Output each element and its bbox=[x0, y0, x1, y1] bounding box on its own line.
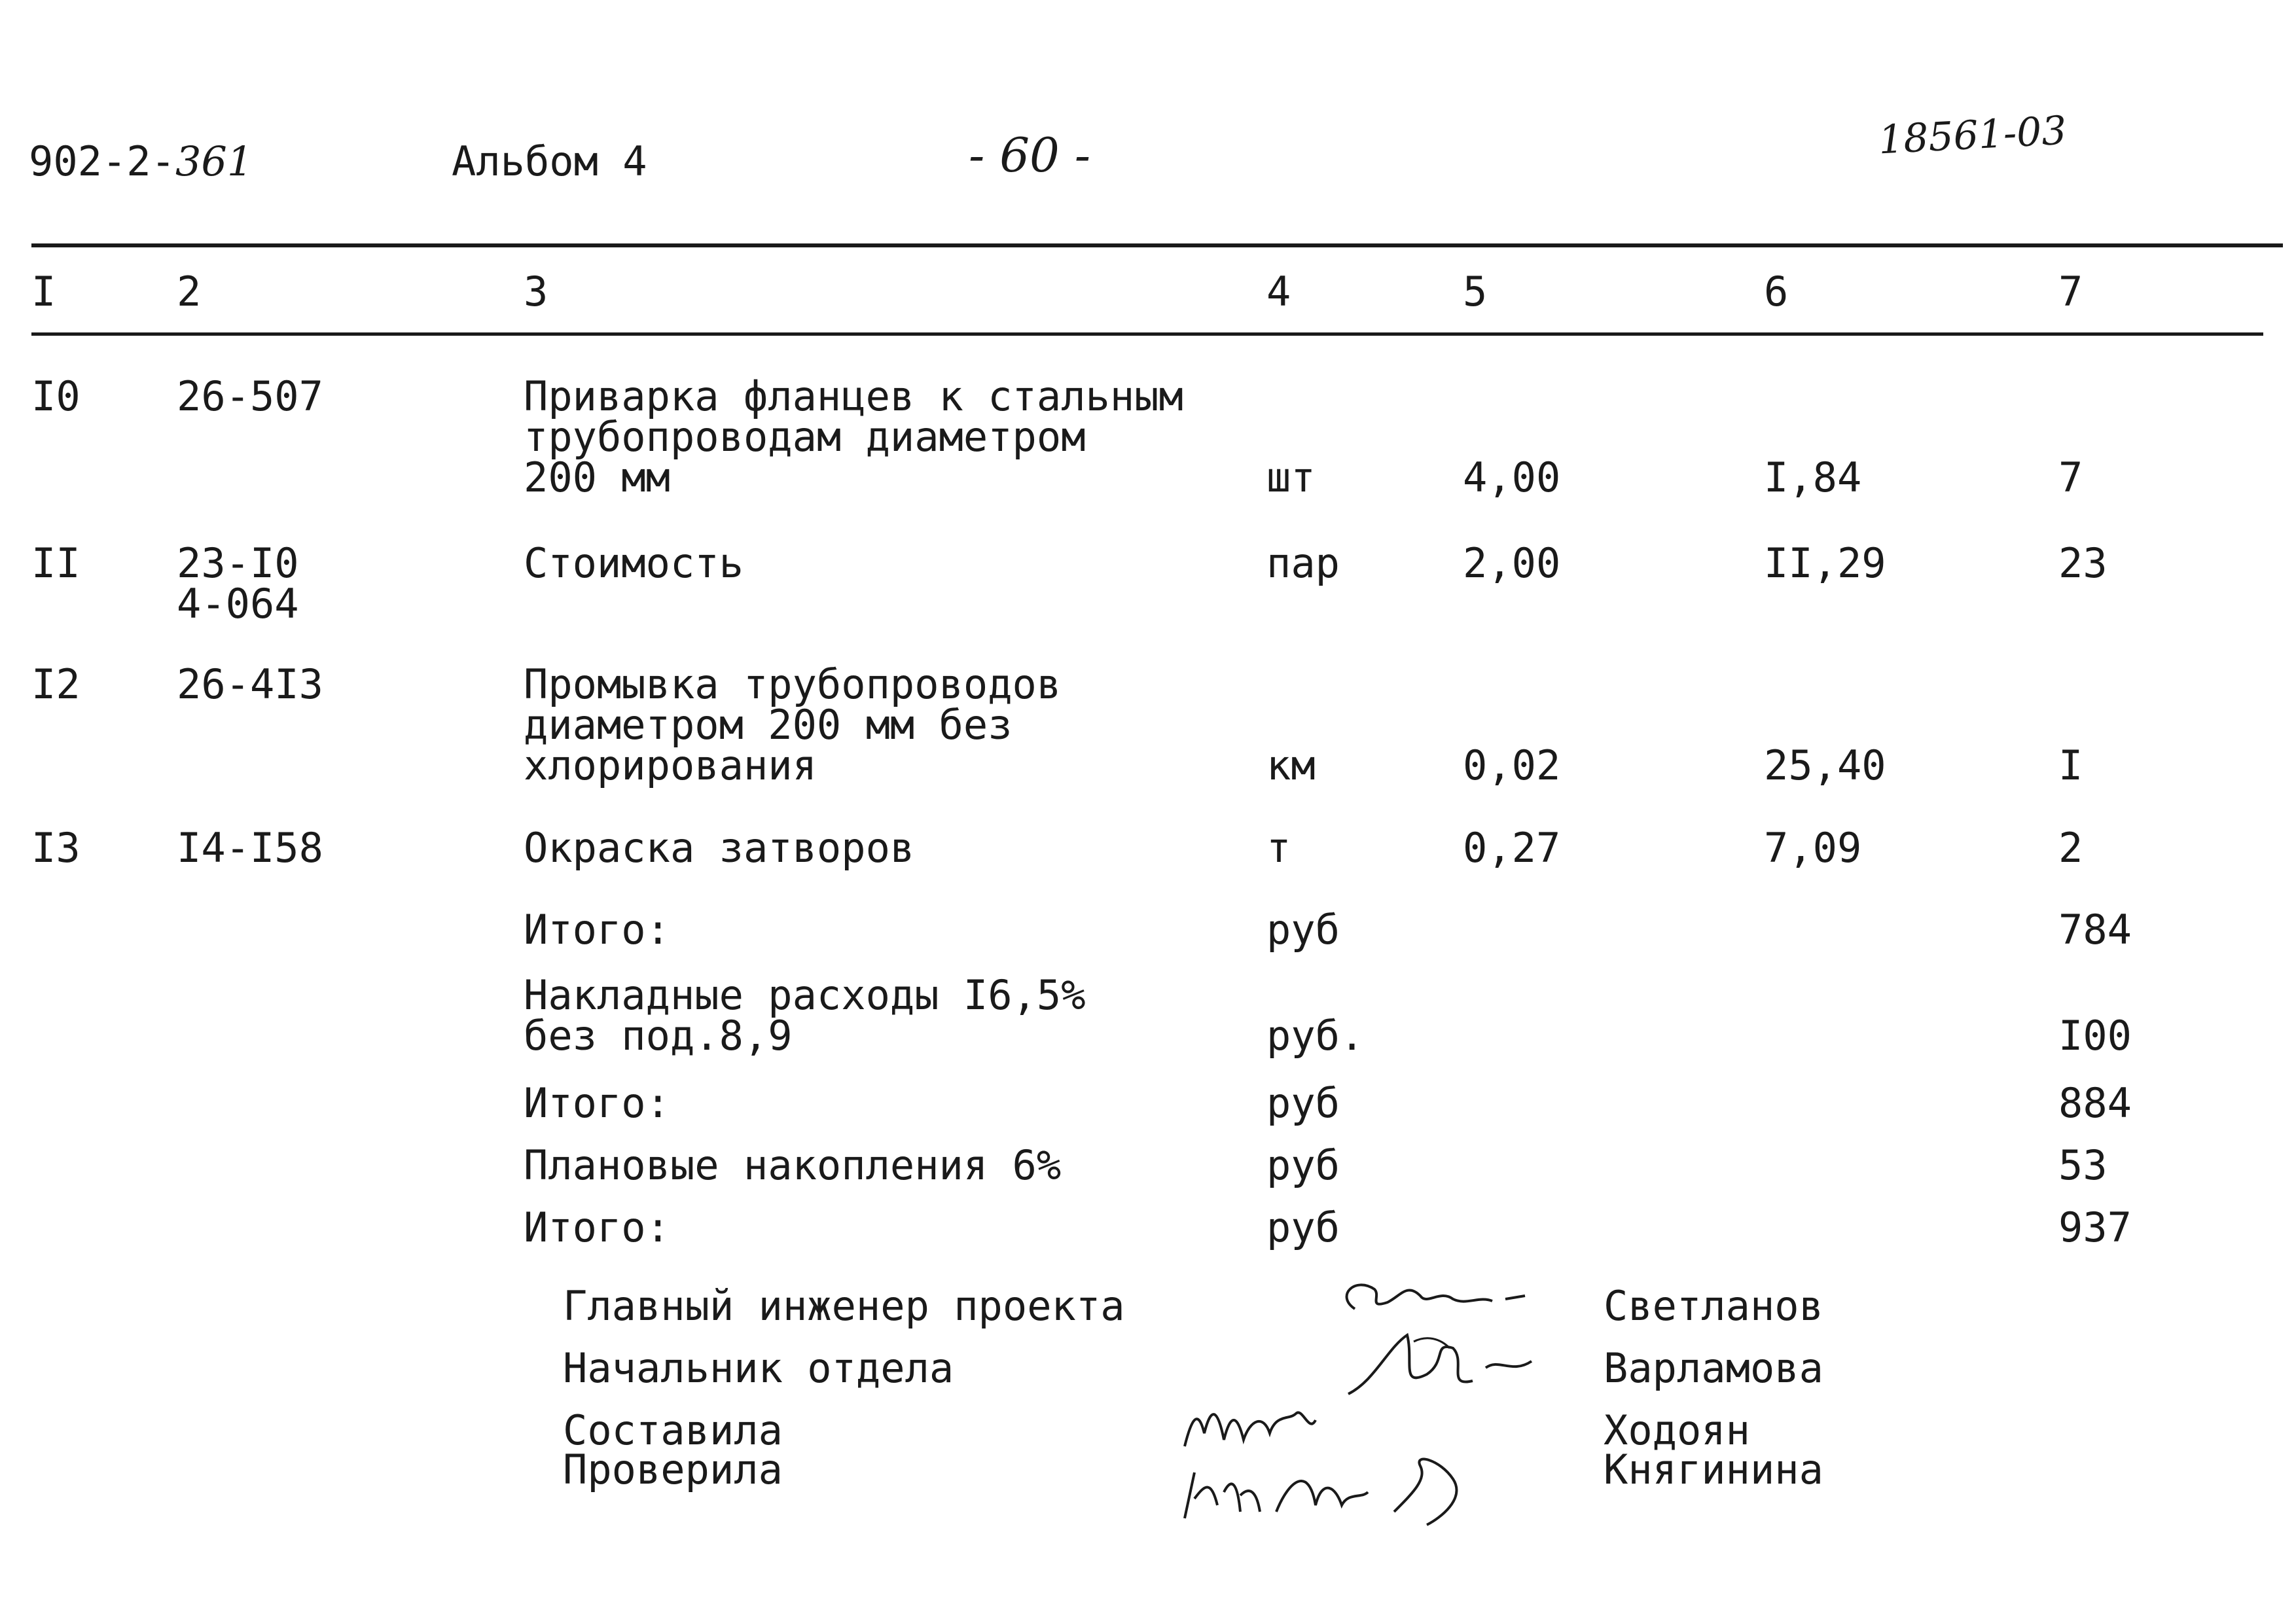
signature-role: Составила bbox=[563, 1406, 783, 1454]
total-label: Плановые накопления 6% bbox=[524, 1141, 1062, 1189]
header-rule bbox=[31, 332, 2263, 336]
total-unit: руб bbox=[1266, 1079, 1340, 1127]
total-label: Накладные расходы I6,5% без под.8,9 bbox=[524, 971, 1086, 1060]
total-value: 884 bbox=[2058, 1079, 2132, 1127]
row-quantity: 2,00 bbox=[1463, 539, 1561, 587]
page-number: - 60 - bbox=[969, 128, 1091, 183]
total-value: I00 bbox=[2058, 1012, 2132, 1060]
total-unit: руб bbox=[1266, 1141, 1340, 1189]
row-total: 7 bbox=[2058, 454, 2083, 501]
row-description: Стоимость bbox=[524, 539, 744, 587]
signature-name: Княгинина bbox=[1604, 1446, 1823, 1493]
signature-name: Светланов bbox=[1604, 1282, 1823, 1330]
top-rule bbox=[31, 243, 2283, 247]
row-unit: т bbox=[1266, 824, 1291, 872]
row-code: 23-I0 4-064 bbox=[177, 539, 299, 628]
column-header-4: 4 bbox=[1266, 268, 1291, 315]
signature-scribble-4 bbox=[1178, 1440, 1492, 1531]
signature-role: Проверила bbox=[563, 1446, 783, 1493]
document-code-suffix: 361 bbox=[175, 137, 253, 185]
row-number: I0 bbox=[31, 372, 81, 420]
column-header-7: 7 bbox=[2058, 268, 2083, 315]
row-description: Окраска затворов bbox=[524, 824, 915, 872]
row-unit: шт bbox=[1266, 454, 1316, 501]
column-header-5: 5 bbox=[1463, 268, 1488, 315]
total-value: 937 bbox=[2058, 1204, 2132, 1251]
column-header-6: 6 bbox=[1764, 268, 1789, 315]
row-quantity: 0,02 bbox=[1463, 741, 1561, 789]
document-code bbox=[29, 137, 253, 185]
total-value: 784 bbox=[2058, 906, 2132, 954]
total-value: 53 bbox=[2058, 1141, 2108, 1189]
row-quantity: 4,00 bbox=[1463, 454, 1561, 501]
total-label: Итого: bbox=[524, 1079, 670, 1127]
signature-role: Главный инженер проекта bbox=[563, 1282, 1125, 1330]
row-description: Промывка трубопроводов диаметром 200 мм без хлорирования bbox=[524, 660, 1062, 789]
row-description: Приварка фланцев к стальным трубопроводам диаметром 200 мм bbox=[524, 372, 1183, 501]
row-code: 26-507 bbox=[177, 372, 323, 420]
row-total: 23 bbox=[2058, 539, 2108, 587]
row-unit: км bbox=[1266, 741, 1316, 789]
row-quantity: 0,27 bbox=[1463, 824, 1561, 872]
album-label: Альбом 4 bbox=[452, 137, 647, 185]
row-code: I4-I58 bbox=[177, 824, 323, 872]
total-unit: руб bbox=[1266, 1204, 1340, 1251]
row-number: II bbox=[31, 539, 81, 587]
column-header-1: I bbox=[31, 268, 56, 315]
total-unit: руб. bbox=[1266, 1012, 1365, 1060]
signature-scribble-2 bbox=[1335, 1322, 1551, 1407]
row-total: I bbox=[2058, 741, 2083, 789]
signature-name: Варламова bbox=[1604, 1344, 1823, 1392]
row-code: 26-4I3 bbox=[177, 660, 323, 708]
total-label: Итого: bbox=[524, 1204, 670, 1251]
column-header-3: 3 bbox=[524, 268, 548, 315]
signature-scribble-1 bbox=[1329, 1270, 1545, 1329]
signature-name: Ходоян bbox=[1604, 1406, 1750, 1454]
row-price: 25,40 bbox=[1764, 741, 1886, 789]
row-price: 7,09 bbox=[1764, 824, 1862, 872]
row-number: I3 bbox=[31, 824, 81, 872]
row-number: I2 bbox=[31, 660, 81, 708]
row-price: II,29 bbox=[1764, 539, 1886, 587]
archive-number: 18561-03 bbox=[1877, 107, 2068, 164]
row-unit: пар bbox=[1266, 539, 1340, 587]
document-code-prefix: 902-2- bbox=[29, 137, 175, 185]
signature-role: Начальник отдела bbox=[563, 1344, 954, 1392]
total-unit: руб bbox=[1266, 906, 1340, 954]
total-label: Итого: bbox=[524, 906, 670, 954]
row-price: I,84 bbox=[1764, 454, 1862, 501]
column-header-2: 2 bbox=[177, 268, 202, 315]
row-total: 2 bbox=[2058, 824, 2083, 872]
